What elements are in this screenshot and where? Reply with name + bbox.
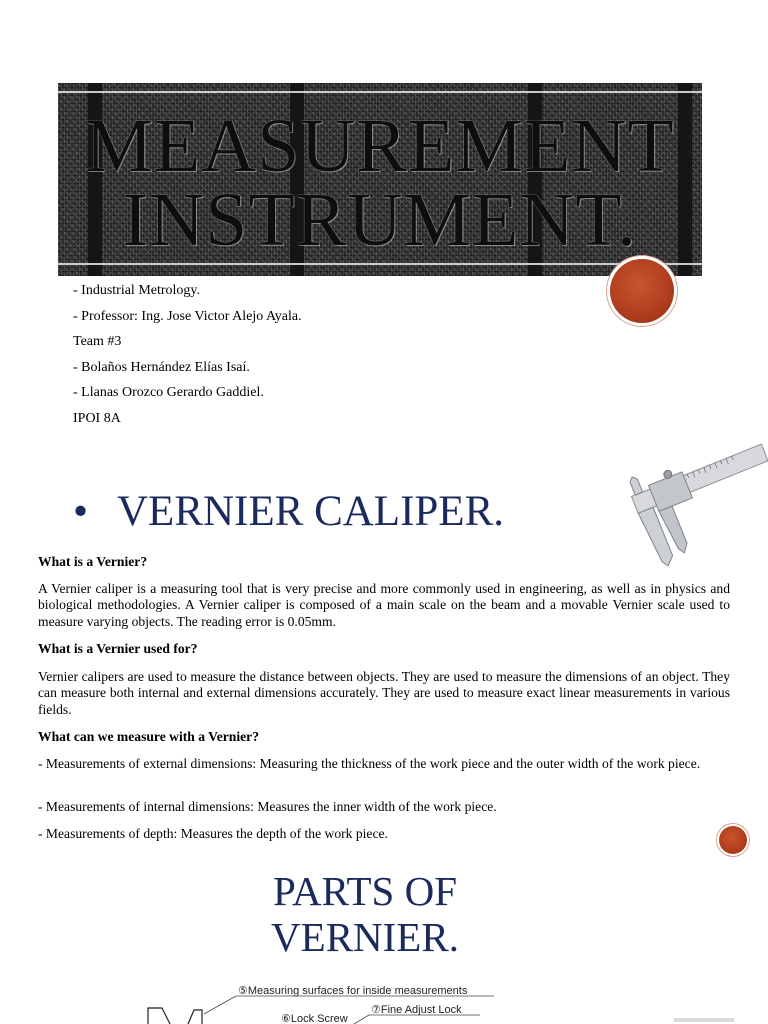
answer-paragraph: A Vernier caliper is a measuring tool that is very precise and more commonly used in engineering, as well as in physics and biological methodologies. A Vernier caliper is composed of a main scale on the beam and a movable Vernier scale used to measure varying objects. The reading error is 0.05mm. — [38, 581, 730, 629]
banner-line — [58, 263, 702, 265]
info-line: - Professor: Ing. Jose Victor Alejo Ayala. — [73, 308, 302, 324]
diagram-label-7: ⑦Fine Adjust Lock — [371, 1004, 462, 1016]
info-line: - Llanas Orozco Gerardo Gaddiel. — [73, 385, 264, 400]
title-banner — [58, 83, 702, 276]
measurement-item: - Measurements of internal dimensions: Measures the inner width of the work piece. — [38, 799, 497, 814]
parts-heading-line-1: PARTS OF — [272, 868, 458, 914]
parts-heading — [230, 868, 500, 960]
title-line-1: MEASUREMENT — [85, 104, 675, 188]
info-line: - Bolaños Hernández Elías Isaí. — [73, 359, 250, 375]
measurement-item: - Measurements of depth: Measures the depth of the work piece. — [38, 826, 388, 841]
leader-line — [354, 1015, 369, 1024]
banner-line — [58, 91, 702, 93]
diagram-label-6: ⑥Lock Screw — [281, 1013, 348, 1024]
question-heading: What is a Vernier? — [38, 554, 148, 569]
question-heading: What is a Vernier used for? — [38, 641, 198, 656]
info-line: - Industrial Metrology. — [73, 283, 201, 298]
parts-diagram — [140, 980, 520, 1024]
vernier-caliper-image — [628, 432, 768, 570]
parts-heading-line-2: VERNIER. — [271, 914, 459, 960]
section-heading-text: VERNIER CALIPER. — [117, 488, 504, 535]
diagram-label-5: ⑤Measuring surfaces for inside measurements — [238, 985, 468, 997]
caliper-jaw-sketch — [148, 1008, 202, 1024]
info-block — [73, 278, 302, 431]
info-line: IPOI 8A — [73, 410, 121, 426]
measurement-item: - Measurements of external dimensions: Measuring the thickness of the work piece and the outer width of the work piece. — [38, 756, 701, 771]
page-title — [58, 104, 702, 262]
cropped-element — [674, 1018, 734, 1022]
decorative-dot — [610, 259, 674, 323]
bullet-glyph: • — [73, 488, 89, 535]
section-heading — [73, 487, 504, 536]
info-line: Team #3 — [73, 334, 122, 349]
title-line-2: INSTRUMENT. — [122, 178, 638, 262]
leader-line — [204, 996, 236, 1014]
answer-paragraph: Vernier calipers are used to measure the distance between objects. They are used to measure the dimensions of an object. They can measure both internal and external dimensions accurately. They are used to measure exact linear measurements in various fields. — [38, 669, 730, 717]
decorative-dot — [719, 826, 747, 854]
question-heading: What can we measure with a Vernier? — [38, 729, 260, 744]
